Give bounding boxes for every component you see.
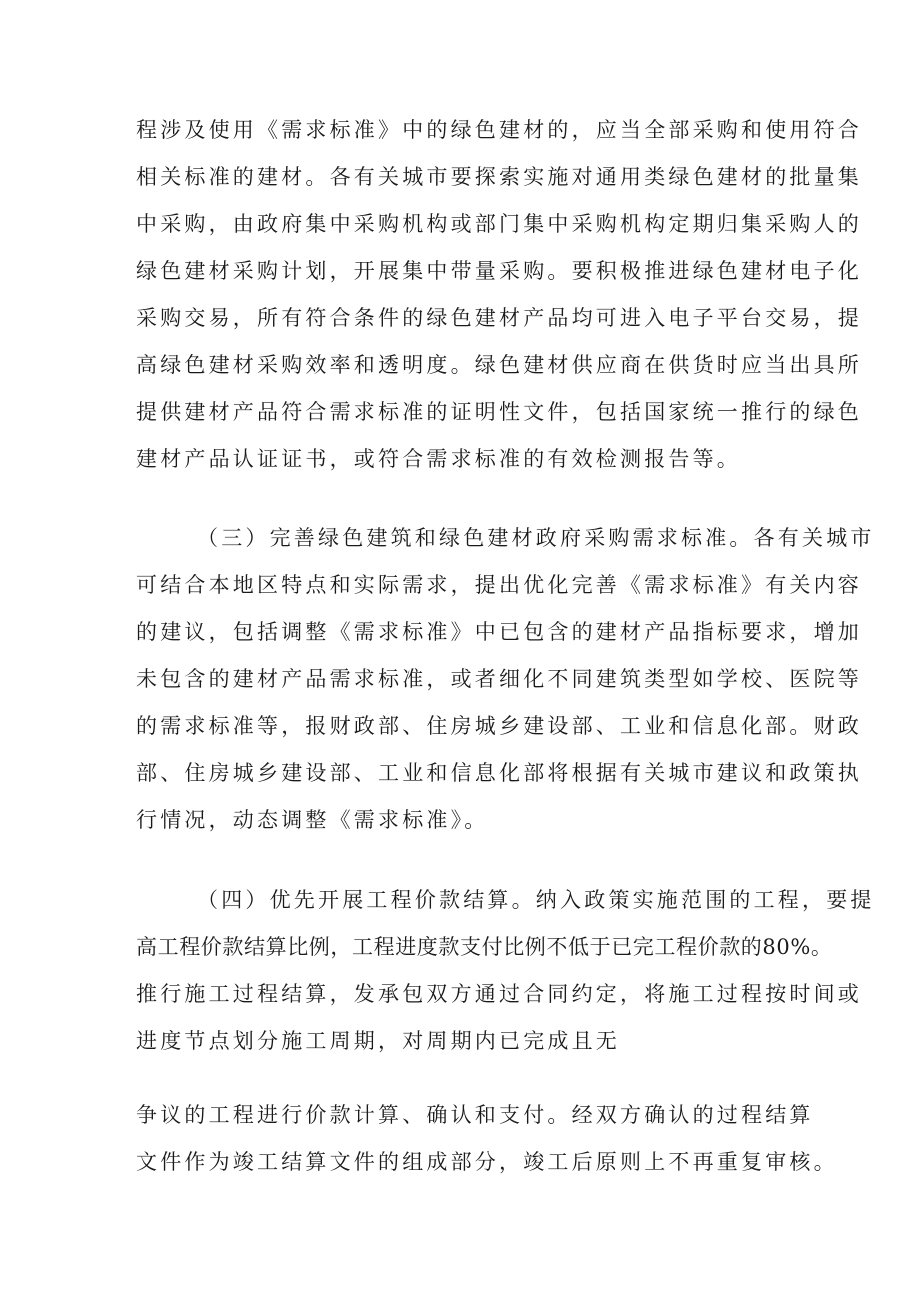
text-line: 采购交易，所有符合条件的绿色建材产品均可进入电子平台交易，提: [136, 306, 862, 330]
text-line: 争议的工程进行价款计算、确认和支付。经双方确认的过程结算: [136, 1103, 814, 1127]
text-line: 的需求标准等，报财政部、住房城乡建设部、工业和信息化部。财政: [136, 714, 862, 738]
paragraph-heading-line: （三）完善绿色建筑和绿色建材政府采购需求标准。各有关城市: [197, 526, 875, 550]
text-line: 中采购，由政府集中采购机构或部门集中采购机构定期归集采购人的: [136, 212, 862, 236]
text-line: 文件作为竣工结算文件的组成部分，竣工后原则上不再重复审核。: [136, 1150, 838, 1174]
paragraph-heading-line: （四）优先开展工程价款结算。纳入政策实施范围的工程，要提: [197, 888, 875, 912]
text-line: 部、住房城乡建设部、工业和信息化部将根据有关城市建议和政策执: [136, 761, 862, 785]
text-line: 建材产品认证证书，或符合需求标准的有效检测报告等。: [136, 447, 741, 471]
text-line: 推行施工过程结算，发承包双方通过合同约定，将施工过程按时间或: [136, 982, 862, 1006]
text-line: 相关标准的建材。各有关城市要探索实施对通用类绿色建材的批量集: [136, 165, 862, 189]
text-line: 的建议，包括调整《需求标准》中已包含的建材产品指标要求，增加: [136, 620, 862, 644]
text-line: 可结合本地区特点和实际需求，提出优化完善《需求标准》有关内容: [136, 573, 862, 597]
text-line: 进度节点划分施工周期，对周期内已完成且无: [136, 1029, 620, 1053]
text-line: 程涉及使用《需求标准》中的绿色建材的，应当全部采购和使用符合: [136, 118, 862, 142]
text-line: 高工程价款结算比例，工程进度款支付比例不低于已完工程价款的80%。: [136, 935, 833, 959]
text-line: 未包含的建材产品需求标准，或者细化不同建筑类型如学校、医院等: [136, 667, 862, 691]
text-line: 行情况，动态调整《需求标准》。: [136, 808, 489, 832]
text-line: 高绿色建材采购效率和透明度。绿色建材供应商在供货时应当出具所: [136, 353, 862, 377]
text-line: 绿色建材采购计划，开展集中带量采购。要积极推进绿色建材电子化: [136, 259, 862, 283]
text-line: 提供建材产品符合需求标准的证明性文件，包括国家统一推行的绿色: [136, 400, 862, 424]
